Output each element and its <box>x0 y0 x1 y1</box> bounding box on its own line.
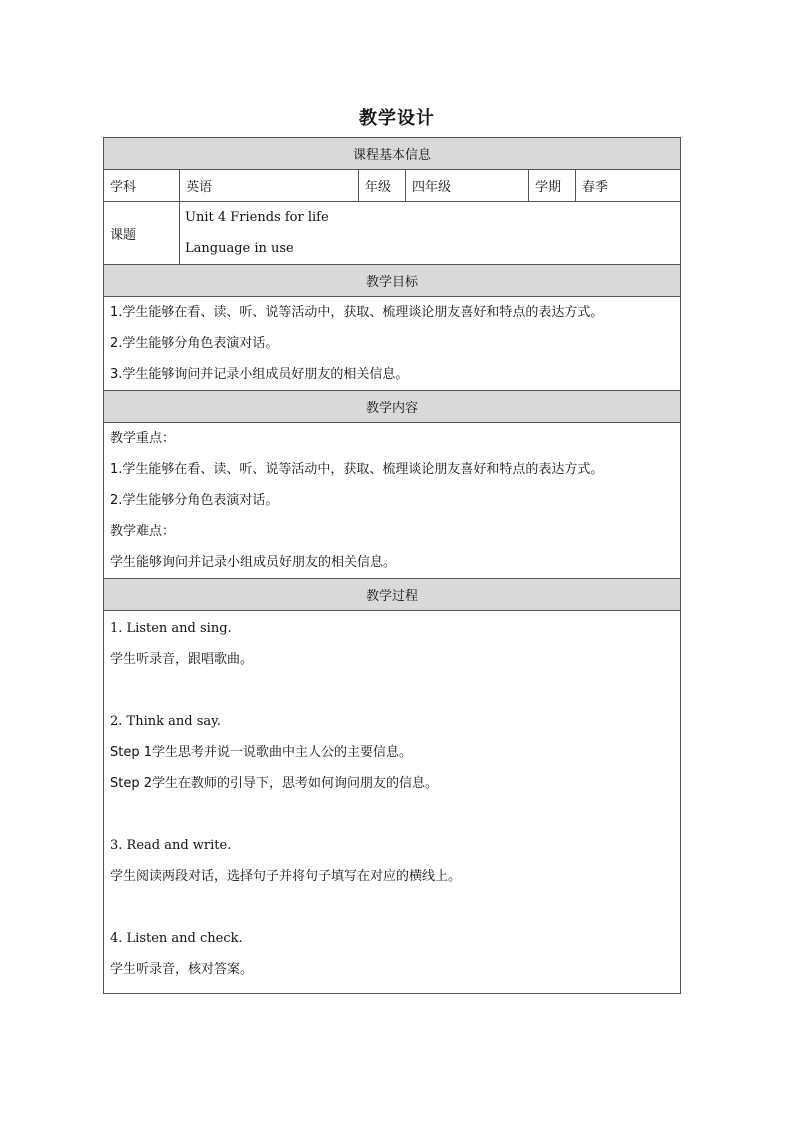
subject-label: 学科 <box>104 170 180 202</box>
process-header: 教学过程 <box>104 579 681 611</box>
objectives-body <box>104 297 681 391</box>
grade-value: 四年级 <box>406 170 529 202</box>
page-title: 教学设计 <box>359 108 435 129</box>
key-points-label: 教学重点： <box>110 431 176 446</box>
spacer <box>104 892 680 923</box>
process-step-line: Step 1学生思考并说一说歌曲中主人公的主要信息。 <box>110 745 413 760</box>
process-step-line: 学生听录音，跟唱歌曲。 <box>110 652 254 667</box>
objectives-header: 教学目标 <box>104 265 681 297</box>
objective-item: 2.学生能够分角色表演对话。 <box>110 336 279 351</box>
process-step-title: 3. Read and write. <box>110 838 232 853</box>
term-value: 春季 <box>576 170 681 202</box>
process-step-title: 4. Listen and check. <box>110 931 243 946</box>
key-point-item: 2.学生能够分角色表演对话。 <box>110 493 279 508</box>
lesson-plan-table <box>103 137 681 994</box>
process-step-title: 1. Listen and sing. <box>110 621 232 636</box>
spacer <box>104 799 680 830</box>
term-label: 学期 <box>529 170 576 202</box>
topic-line: Language in use <box>185 241 294 256</box>
process-step-line: Step 2学生在教师的引导下，思考如何询问朋友的信息。 <box>110 776 439 791</box>
process-step-line: 学生阅读两段对话，选择句子并将句子填写在对应的横线上。 <box>110 869 462 884</box>
difficult-points-label: 教学难点： <box>110 524 176 539</box>
topic-line: Unit 4 Friends for life <box>185 210 329 225</box>
difficult-point-item: 学生能够询问并记录小组成员好朋友的相关信息。 <box>110 555 397 570</box>
objective-item: 1.学生能够在看、读、听、说等活动中，获取、梳理谈论朋友喜好和特点的表达方式。 <box>110 305 604 320</box>
subject-value: 英语 <box>180 170 359 202</box>
objective-item: 3.学生能够询问并记录小组成员好朋友的相关信息。 <box>110 367 409 382</box>
content-body <box>104 423 681 579</box>
key-point-item: 1.学生能够在看、读、听、说等活动中，获取、梳理谈论朋友喜好和特点的表达方式。 <box>110 462 604 477</box>
grade-label: 年级 <box>359 170 406 202</box>
topic-label: 课题 <box>104 202 180 265</box>
topic-value <box>180 202 681 265</box>
content-header: 教学内容 <box>104 391 681 423</box>
process-step-title: 2. Think and say. <box>110 714 221 729</box>
basic-info-header: 课程基本信息 <box>104 138 681 170</box>
process-step-line: 学生听录音，核对答案。 <box>110 962 254 977</box>
spacer <box>104 675 680 706</box>
process-body <box>104 611 681 994</box>
